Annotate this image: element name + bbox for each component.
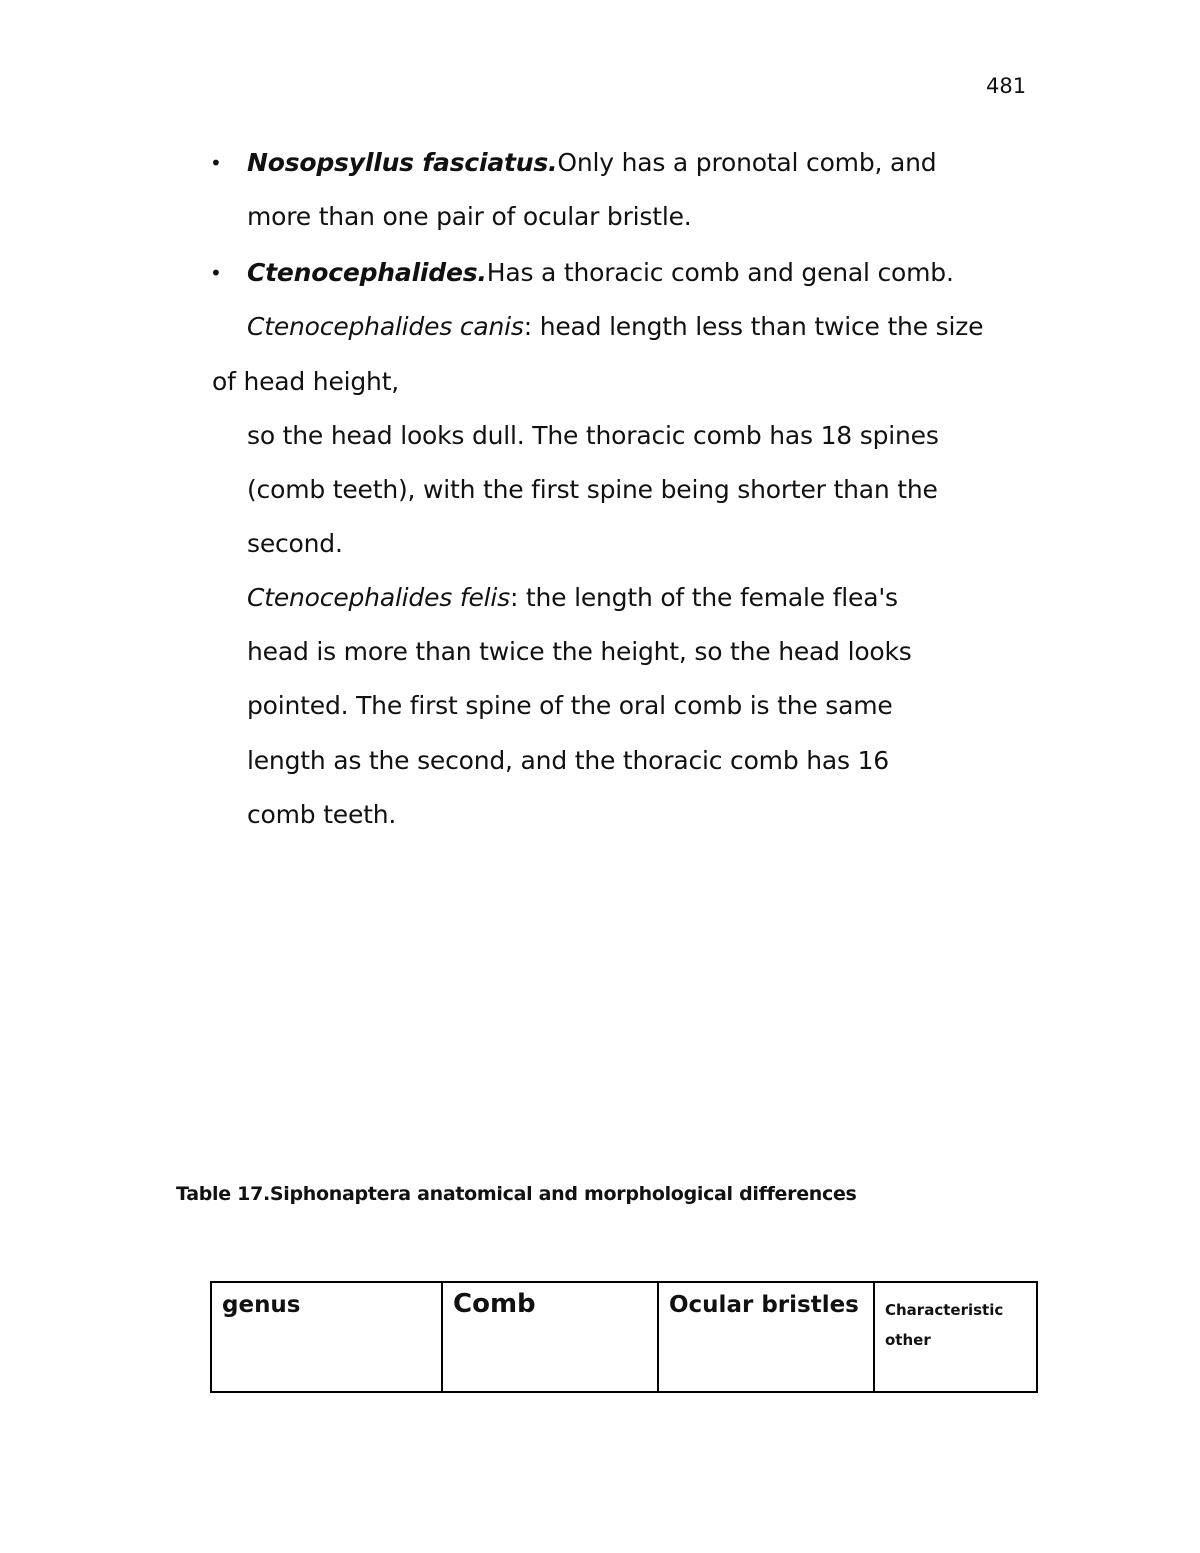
bullet-marker: •: [210, 151, 222, 175]
genus-term-ctenocephalides: Ctenocephalides.: [247, 258, 487, 287]
species-term-felis: Ctenocephalides felis: [247, 583, 510, 612]
header-ocular-bristles: Ocular bristles: [669, 1292, 859, 1318]
canis-line-2: of head height,: [212, 367, 400, 396]
bullet-1-continuation: more than one pair of ocular bristle.: [247, 202, 692, 231]
felis-line-3: pointed. The first spine of the oral comb is the same: [247, 691, 893, 720]
header-other: other: [885, 1331, 931, 1349]
felis-line: [247, 581, 898, 615]
header-comb: Comb: [453, 1289, 536, 1319]
canis-line-3: so the head looks dull. The thoracic comb has 18 spines: [247, 421, 939, 450]
header-genus: genus: [222, 1292, 301, 1318]
species-term-canis: Ctenocephalides canis: [247, 312, 524, 341]
table-caption: Table 17.Siphonaptera anatomical and morphological differences: [176, 1183, 857, 1205]
felis-line-2: head is more than twice the height, so the head looks: [247, 637, 912, 666]
header-cell-genus: [211, 1282, 442, 1392]
header-cell-comb: [442, 1282, 658, 1392]
bullet-marker: •: [210, 261, 222, 285]
canis-line-5: second.: [247, 529, 343, 558]
header-cell-ocular: [658, 1282, 874, 1392]
header-characteristic: Characteristic: [885, 1301, 1004, 1319]
table-header-row: [211, 1282, 1037, 1392]
felis-line-4: length as the second, and the thoracic comb has 16: [247, 746, 889, 775]
canis-line: [247, 310, 983, 344]
header-cell-characteristic: [874, 1282, 1037, 1392]
bullet-2-line: [247, 256, 954, 290]
canis-text: : head length less than twice the size: [523, 312, 984, 341]
genus-term-nosopsyllus: Nosopsyllus fasciatus.: [247, 148, 558, 177]
bullet-2-text: Has a thoracic comb and genal comb.: [486, 258, 954, 287]
page-number: 481: [986, 74, 1027, 98]
bullet-1-text: Only has a pronotal comb, and: [557, 148, 937, 177]
felis-text: : the length of the female flea's: [509, 583, 898, 612]
canis-line-4: (comb teeth), with the first spine being shorter than the: [247, 475, 938, 504]
felis-line-5: comb teeth.: [247, 800, 397, 829]
bullet-1-line: [247, 146, 936, 180]
siphonaptera-table: [210, 1281, 1038, 1393]
